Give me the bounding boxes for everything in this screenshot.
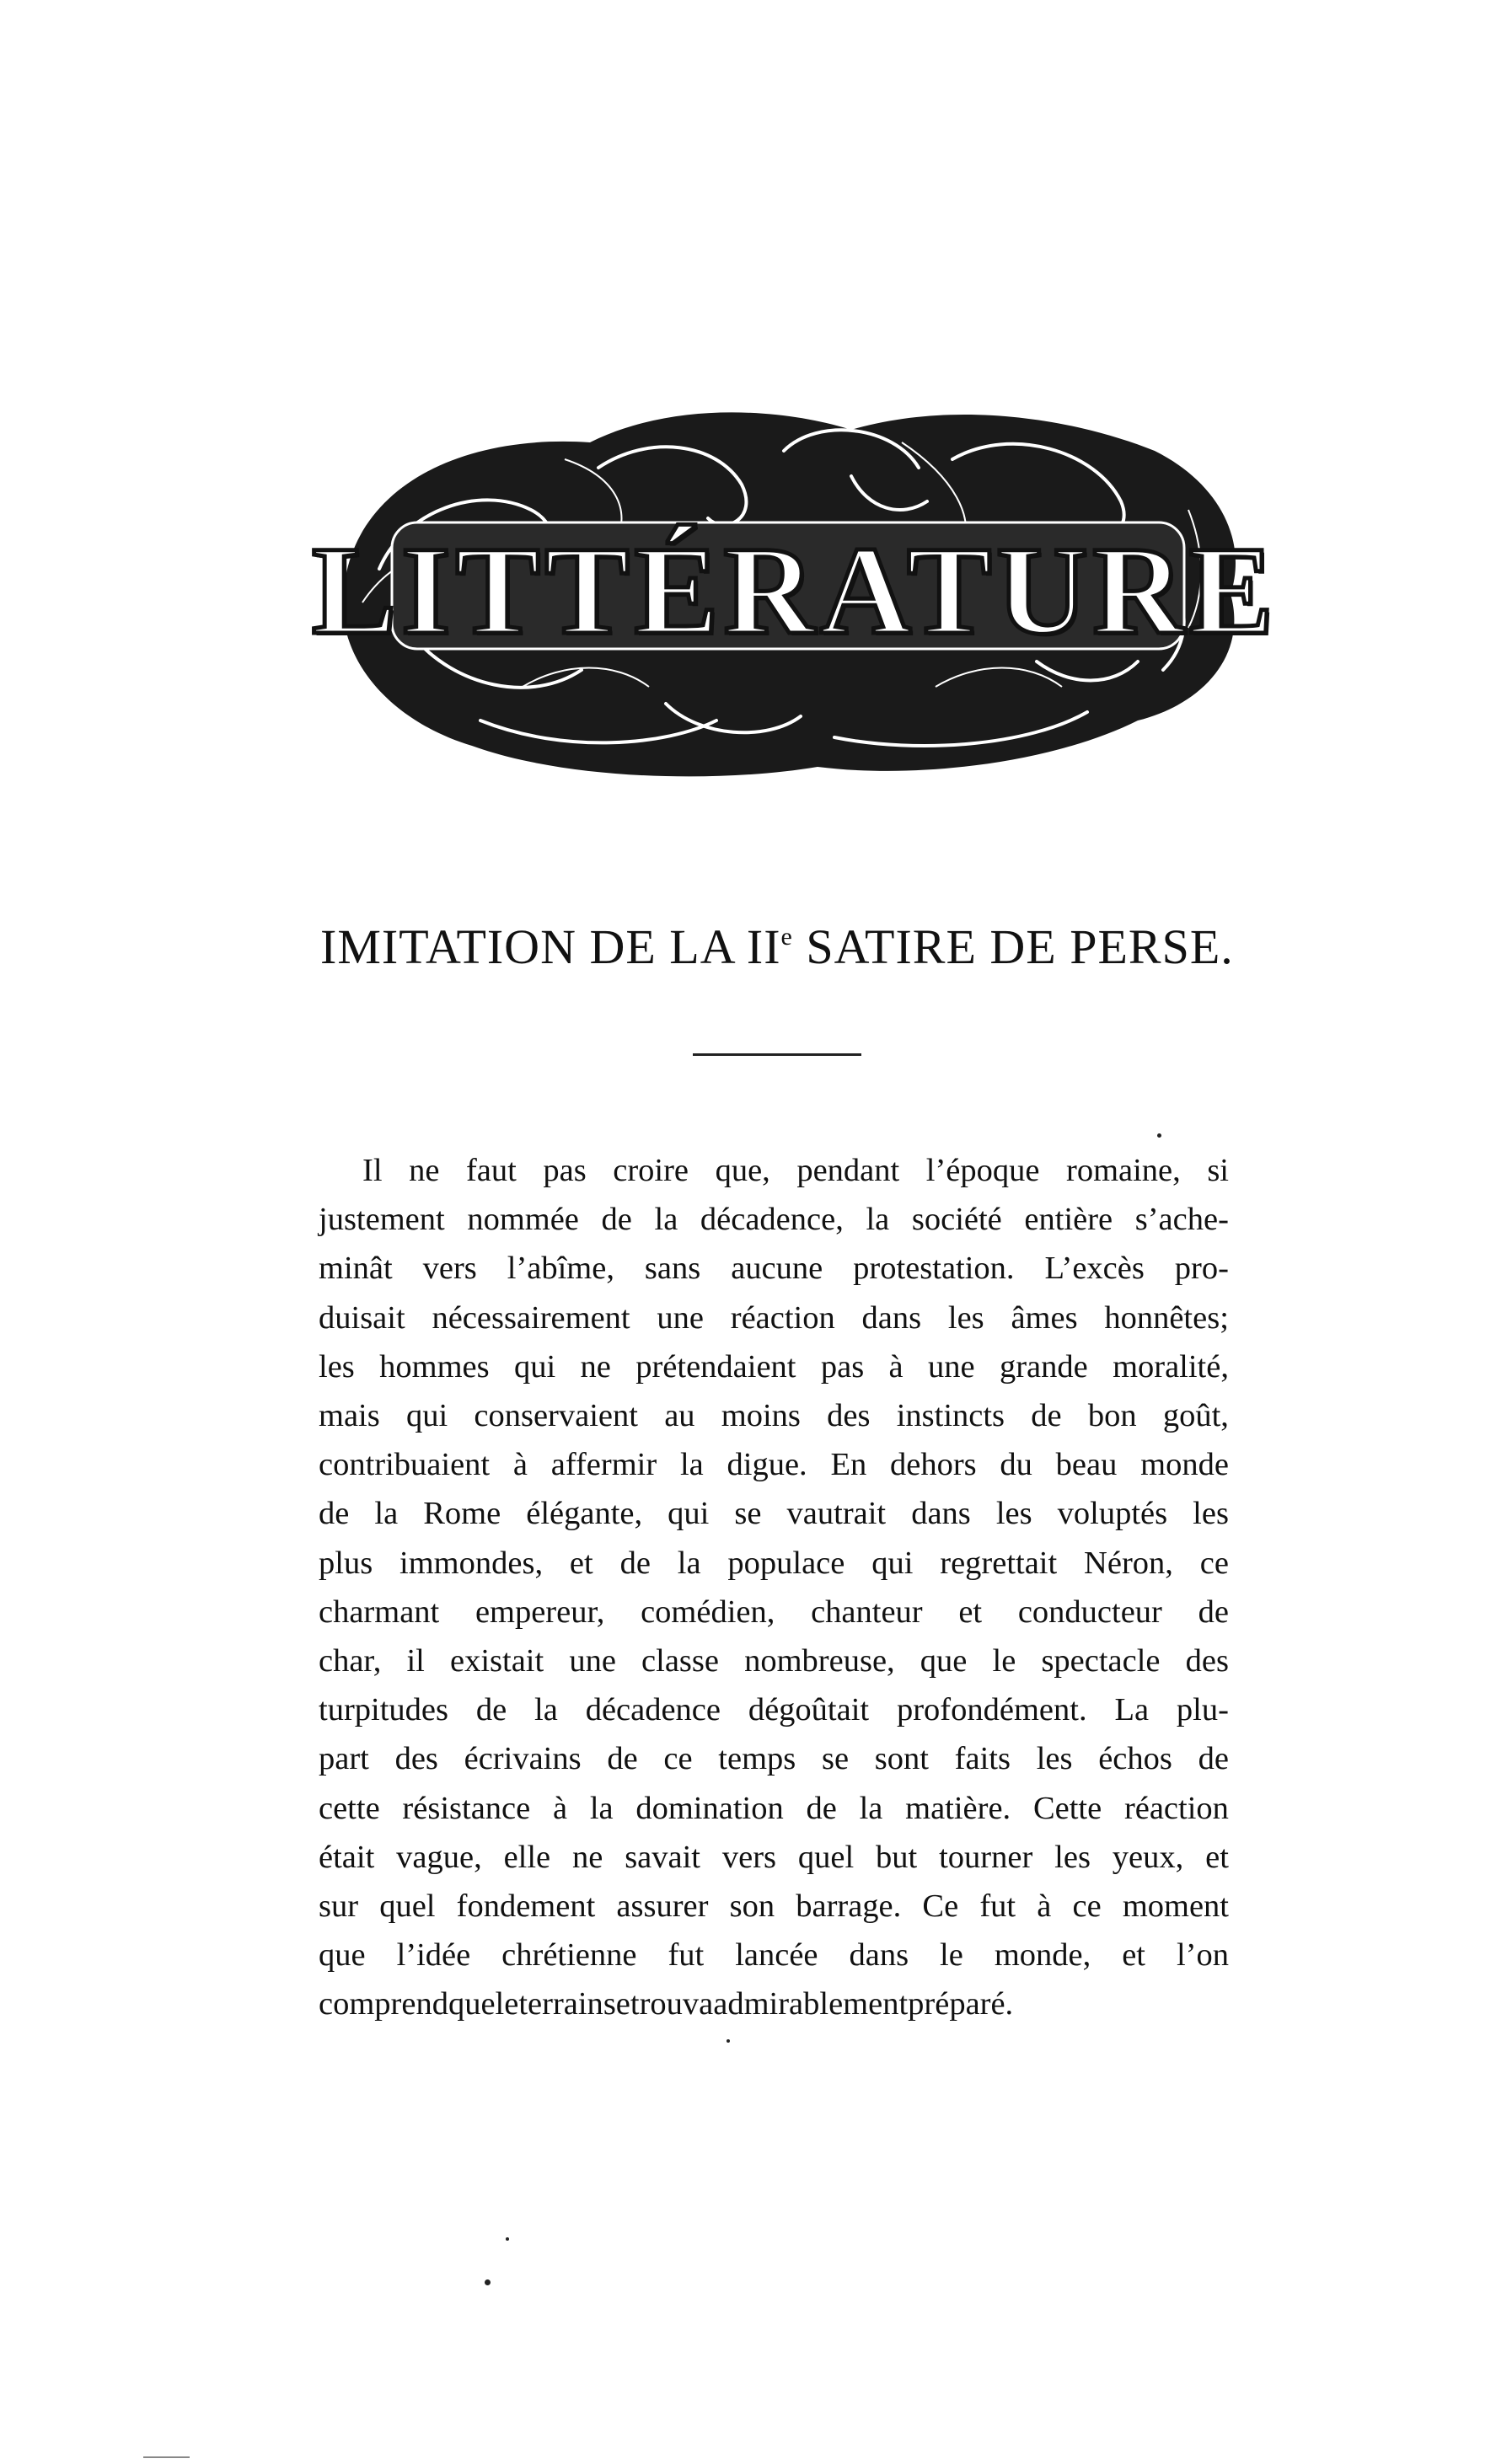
word: qui [668, 1496, 710, 1532]
word: elle [503, 1839, 551, 1875]
word: nommée [467, 1202, 579, 1238]
word: terrain [518, 1986, 603, 2022]
paragraph-line [319, 1539, 1229, 1588]
word: Cette [1032, 1790, 1102, 1826]
word: dans [849, 1937, 909, 1974]
word: les [319, 1348, 355, 1385]
word: dans [911, 1496, 971, 1532]
word: âmes [1011, 1299, 1078, 1336]
word: moralité, [1113, 1348, 1229, 1385]
word: l’idée [396, 1937, 471, 1974]
paragraph-line [319, 1685, 1229, 1734]
word: monde, [994, 1937, 1091, 1974]
word: barrage. [796, 1888, 902, 1925]
word: lancée [735, 1937, 818, 1974]
word: se [734, 1496, 762, 1532]
word: ce [1199, 1545, 1229, 1581]
word: du [1000, 1447, 1032, 1483]
word: il [406, 1643, 425, 1679]
paragraph-line [319, 1833, 1229, 1882]
word: regrettait [940, 1545, 1058, 1581]
heading-text-end: SATIRE DE PERSE. [792, 919, 1234, 974]
word: le [495, 1986, 519, 2022]
word: des [1185, 1643, 1229, 1679]
word: qui [405, 1398, 448, 1434]
word: à [888, 1348, 903, 1385]
word: pas [543, 1153, 587, 1188]
word: se [603, 1986, 630, 2022]
word: domination [635, 1790, 784, 1826]
word: minât [319, 1251, 393, 1287]
paragraph-line [319, 1244, 1229, 1293]
ink-speck [485, 2279, 491, 2285]
word: empereur, [475, 1594, 605, 1630]
paragraph-line [319, 1146, 1229, 1195]
word: sans [644, 1251, 701, 1287]
word: chanteur [811, 1594, 923, 1630]
word: si [1207, 1153, 1229, 1188]
word: instincts [896, 1398, 1005, 1434]
word: les [1036, 1741, 1073, 1777]
word: pendant [796, 1153, 900, 1188]
heading-text: IMITATION DE LA II [320, 919, 781, 974]
paragraph-line [319, 1294, 1229, 1342]
paragraph-line [319, 1931, 1229, 1979]
paragraph-line [319, 1342, 1229, 1391]
word: une [657, 1299, 704, 1336]
word: au [664, 1398, 695, 1434]
word: ce [1072, 1888, 1102, 1925]
word: la [654, 1202, 678, 1238]
word: dans [861, 1299, 922, 1336]
word: société [911, 1202, 1002, 1238]
word: que [920, 1643, 968, 1679]
word: Rome [423, 1496, 501, 1532]
word: une [569, 1643, 616, 1679]
paragraph-line [319, 1440, 1229, 1489]
word: vers [422, 1251, 477, 1287]
ornamental-banner [312, 383, 1279, 788]
word: conservaient [474, 1398, 638, 1434]
word: turpitudes [319, 1692, 448, 1728]
word: que, [715, 1153, 770, 1188]
word: Il [362, 1153, 383, 1188]
word: part [319, 1741, 369, 1777]
word: ne [572, 1839, 603, 1875]
word: bon [1087, 1398, 1137, 1434]
word: de [619, 1545, 651, 1581]
word: savait [625, 1839, 701, 1875]
word: prétendaient [635, 1348, 796, 1385]
word: à [552, 1790, 568, 1826]
word: affermir [550, 1447, 657, 1483]
word: hommes [379, 1348, 490, 1385]
word: plu- [1176, 1692, 1229, 1728]
word: préparé. [908, 1986, 1014, 2022]
word: dehors [889, 1447, 977, 1483]
word: de [1198, 1594, 1229, 1630]
word: la [679, 1447, 704, 1483]
word: écrivains [464, 1741, 582, 1777]
word: des [394, 1741, 438, 1777]
word: populace [727, 1545, 845, 1581]
ink-speck [506, 2237, 509, 2241]
word: moment [1122, 1888, 1229, 1925]
word: des [827, 1398, 871, 1434]
word: qui [513, 1348, 556, 1385]
paragraph-line [319, 1588, 1229, 1636]
word: qui [871, 1545, 914, 1581]
word: matière. [905, 1790, 1011, 1826]
word: s’ache- [1134, 1202, 1229, 1238]
word: voluptés [1057, 1496, 1168, 1532]
word: de [1198, 1741, 1229, 1777]
word: quel [379, 1888, 436, 1925]
word: l’on [1176, 1937, 1229, 1974]
word: pas [820, 1348, 865, 1385]
word: vautrait [786, 1496, 887, 1532]
paragraph-line [319, 1979, 1229, 2028]
word: contribuaient [319, 1447, 491, 1483]
word: nécessairement [432, 1299, 630, 1336]
word: était [319, 1839, 375, 1875]
word: dégoûtait [748, 1692, 870, 1728]
word: duisait [319, 1299, 405, 1336]
word: et [1122, 1937, 1145, 1974]
word: comprend [319, 1986, 448, 2022]
paragraph-line [319, 1734, 1229, 1783]
word: trouva [630, 1986, 714, 2022]
ink-speck [727, 2039, 730, 2043]
word: tourner [939, 1839, 1033, 1875]
word: l’abîme, [507, 1251, 614, 1287]
word: le [992, 1643, 1016, 1679]
word: La [1114, 1692, 1150, 1728]
word: L’excès [1044, 1251, 1145, 1287]
banner-lettering: LITTÉRATURE [312, 521, 1279, 661]
word: profondément. [896, 1692, 1087, 1728]
word: de [607, 1741, 638, 1777]
paragraph-line [319, 1882, 1229, 1931]
word: Ce [922, 1888, 959, 1925]
word: char, [319, 1643, 382, 1679]
word: faits [954, 1741, 1011, 1777]
section-heading [320, 919, 1234, 975]
word: une [928, 1348, 975, 1385]
word: résistance [402, 1790, 531, 1826]
word: protestation. [853, 1251, 1015, 1287]
heading-superscript: e [780, 923, 793, 951]
word: de [475, 1692, 507, 1728]
word: goût, [1162, 1398, 1229, 1434]
word: Néron, [1084, 1545, 1173, 1581]
word: la [534, 1692, 558, 1728]
word: à [1037, 1888, 1052, 1925]
word: et [958, 1594, 983, 1630]
word: nombreuse, [744, 1643, 895, 1679]
word: immondes, [399, 1545, 544, 1581]
page-edge-mark [143, 2456, 190, 2458]
word: son [729, 1888, 775, 1925]
word: que [319, 1937, 366, 1974]
word: sont [874, 1741, 929, 1777]
ink-speck [1157, 1133, 1161, 1138]
word: plus [319, 1545, 373, 1581]
word: décadence, [700, 1202, 844, 1238]
separator-rule [693, 1053, 861, 1056]
word: échos [1098, 1741, 1172, 1777]
word: justement [319, 1202, 445, 1238]
word: ne [580, 1348, 611, 1385]
word: moins [721, 1398, 801, 1434]
word: décadence [585, 1692, 721, 1728]
word: vague, [396, 1839, 482, 1875]
word: sur [319, 1888, 359, 1925]
word: et [1205, 1839, 1229, 1875]
word: beau [1055, 1447, 1118, 1483]
word: réaction [1123, 1790, 1229, 1826]
word: fondement [456, 1888, 596, 1925]
word: la [677, 1545, 701, 1581]
word: aucune [731, 1251, 823, 1287]
word: pro- [1174, 1251, 1229, 1287]
word: la [374, 1496, 399, 1532]
word: ce [663, 1741, 693, 1777]
word: cette [319, 1790, 380, 1826]
word: de [601, 1202, 632, 1238]
word: la [589, 1790, 614, 1826]
word: fut [979, 1888, 1016, 1925]
word: les [1193, 1496, 1229, 1532]
paragraph [319, 1146, 1229, 2029]
word: yeux, [1112, 1839, 1184, 1875]
word: entière [1024, 1202, 1113, 1238]
word: ne [409, 1153, 440, 1188]
paragraph-line [319, 1391, 1229, 1440]
word: fut [668, 1937, 705, 1974]
paragraph-line [319, 1489, 1229, 1538]
word: grande [999, 1348, 1088, 1385]
word: la [859, 1790, 883, 1826]
paragraph-line [319, 1195, 1229, 1244]
word: vers [721, 1839, 777, 1875]
word: l’époque [925, 1153, 1040, 1188]
word: se [821, 1741, 850, 1777]
word: faut [465, 1153, 517, 1188]
word: de [806, 1790, 837, 1826]
word: de [1031, 1398, 1062, 1434]
word: et [569, 1545, 593, 1581]
word: chrétienne [501, 1937, 637, 1974]
word: charmant [319, 1594, 440, 1630]
word: honnêtes; [1104, 1299, 1229, 1336]
word: classe [641, 1643, 719, 1679]
word: élégante, [526, 1496, 643, 1532]
word: admirablement [713, 1986, 909, 2022]
word: les [995, 1496, 1032, 1532]
word: temps [718, 1741, 796, 1777]
word: assurer [616, 1888, 709, 1925]
word: digue. [727, 1447, 807, 1483]
word: comédien, [641, 1594, 775, 1630]
word: de [319, 1496, 350, 1532]
word: à [512, 1447, 528, 1483]
word: le [940, 1937, 963, 1974]
word: romaine, [1066, 1153, 1181, 1188]
paragraph-line [319, 1636, 1229, 1685]
paragraph-line [319, 1784, 1229, 1833]
word: réaction [730, 1299, 835, 1336]
word: conducteur [1017, 1594, 1162, 1630]
word: la [866, 1202, 890, 1238]
word: les [1054, 1839, 1091, 1875]
word: que [448, 1986, 496, 2022]
word: croire [613, 1153, 689, 1188]
word: En [830, 1447, 867, 1483]
word: but [876, 1839, 918, 1875]
word: spectacle [1041, 1643, 1161, 1679]
word: existait [450, 1643, 544, 1679]
word: mais [319, 1398, 380, 1434]
word: les [947, 1299, 984, 1336]
word: quel [797, 1839, 855, 1875]
word: monde [1140, 1447, 1229, 1483]
